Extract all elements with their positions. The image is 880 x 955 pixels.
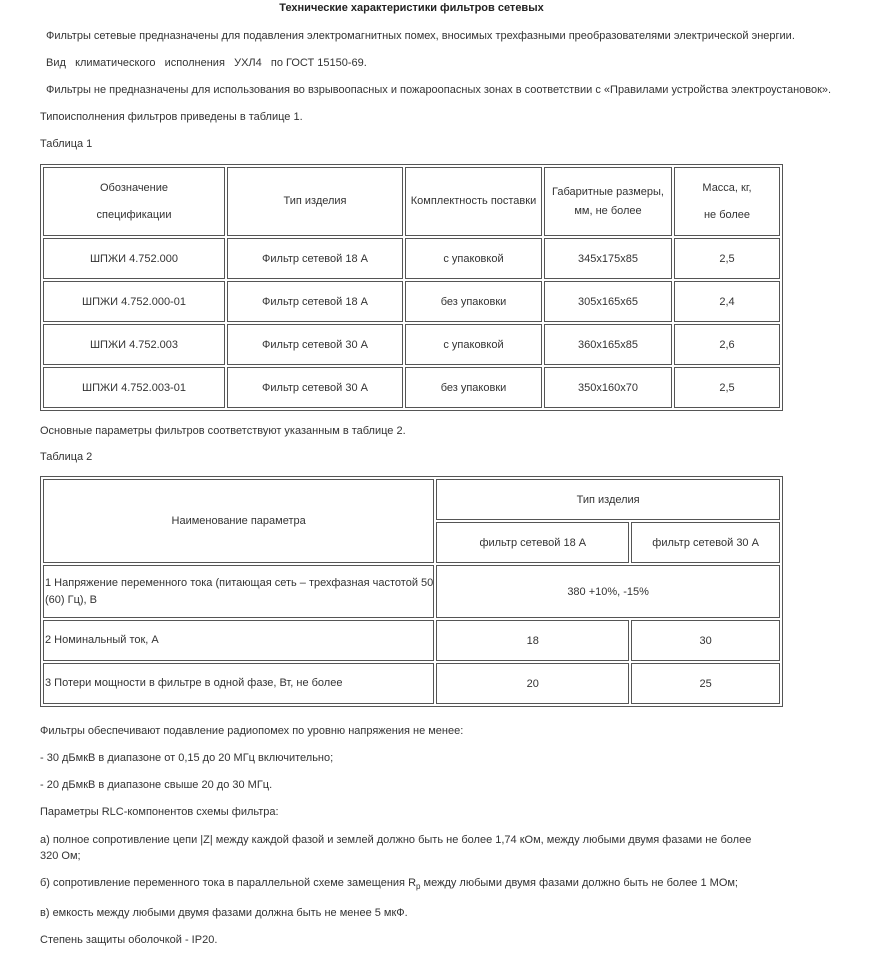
cell-type: Фильтр сетевой 30 А (227, 367, 403, 408)
table1-caption: Таблица 1 (40, 138, 93, 150)
table-row (43, 324, 780, 365)
table2-header-col1: фильтр сетевой 18 А (436, 522, 629, 563)
cell-param (43, 565, 434, 618)
table1-header-spec (43, 167, 225, 236)
cell-dims: 360x165x85 (544, 324, 672, 365)
cell-spec: ШПЖИ 4.752.003-01 (43, 367, 225, 408)
rlc-item-c: в) емкость между любыми двумя фазами должна быть не менее 5 мкФ. (40, 907, 408, 919)
table1-header-mass (674, 167, 780, 236)
intro-paragraph: Фильтры сетевые предназначены для подавления электромагнитных помех, вносимых трехфазными преобразователями электрической энергии. (46, 30, 795, 42)
cell-type: Фильтр сетевой 18 А (227, 238, 403, 279)
rlc-item-b-subscript: p (416, 882, 421, 892)
rlc-item-b-text-end: между любыми двумя фазами должно быть не более 1 МОм; (420, 877, 738, 889)
param-line2: (60) Гц), В (45, 593, 97, 606)
table-row (43, 367, 780, 408)
table-row (43, 663, 780, 704)
cell-type: Фильтр сетевой 30 А (227, 324, 403, 365)
table1-intro: Типоисполнения фильтров приведены в таблице 1. (40, 111, 303, 123)
cell-dims: 345x175x85 (544, 238, 672, 279)
rlc-heading: Параметры RLC-компонентов схемы фильтра: (40, 806, 279, 818)
cell-mass: 2,5 (674, 367, 780, 408)
table1 (40, 164, 783, 411)
param-line1: 1 Напряжение переменного тока (питающая сеть – трехфазная частотой 50 (45, 576, 434, 589)
header-mass-line1: Масса, кг, (702, 181, 752, 194)
header-dims-line1: Габаритные размеры, (552, 185, 664, 198)
table2 (40, 476, 783, 707)
page-title: Технические характеристики фильтров сетевых (279, 2, 544, 14)
cell-kit: с упаковкой (405, 324, 542, 365)
table1-header-dims (544, 167, 672, 236)
cell-dims: 350x160x70 (544, 367, 672, 408)
table-row (43, 620, 780, 661)
cell-kit: без упаковки (405, 281, 542, 322)
cell-spec: ШПЖИ 4.752.003 (43, 324, 225, 365)
header-mass-line2: не более (703, 208, 751, 221)
suppression-item-1: - 30 дБмкВ в диапазоне от 0,15 до 20 МГц включительно; (40, 752, 334, 764)
cell-dims: 305x165x65 (544, 281, 672, 322)
protection-paragraph: Степень защиты оболочкой - IP20. (40, 934, 218, 946)
hazard-paragraph: Фильтры не предназначены для использования во взрывоопасных и пожароопасных зонах в соответствии с «Правилами устройства электроустановок». (46, 84, 832, 96)
rlc-item-a-line1: а) полное сопротивление цепи |Z| между каждой фазой и землей должно быть не более 1,74 кОм, между любыми двумя фазами не более (40, 834, 752, 846)
table-row (43, 281, 780, 322)
cell-mass: 2,4 (674, 281, 780, 322)
rlc-item-a-line2: 320 Ом; (40, 850, 81, 862)
table2-caption: Таблица 2 (40, 451, 93, 463)
cell-kit: без упаковки (405, 367, 542, 408)
table-row (43, 565, 780, 618)
table2-header-type: Тип изделия (436, 479, 780, 520)
cell-value-30a: 25 (631, 663, 780, 704)
cell-param: 3 Потери мощности в фильтре в одной фазе, Вт, не более (43, 663, 434, 704)
suppression-item-2: - 20 дБмкВ в диапазоне свыше 20 до 30 МГц. (40, 779, 273, 791)
cell-mass: 2,5 (674, 238, 780, 279)
rlc-item-b-text: б) сопротивление переменного тока в параллельной схеме замещения R (40, 877, 417, 889)
cell-mass: 2,6 (674, 324, 780, 365)
table2-header-param: Наименование параметра (43, 479, 434, 563)
climate-paragraph: Вид климатического исполнения УХЛ4 по ГОСТ 15150-69. (46, 57, 367, 69)
cell-spec: ШПЖИ 4.752.000-01 (43, 281, 225, 322)
table1-header-row (43, 167, 780, 236)
table-row (43, 238, 780, 279)
cell-value-18a: 20 (436, 663, 629, 704)
table1-header-kit: Комплектность поставки (405, 167, 542, 236)
cell-spec: ШПЖИ 4.752.000 (43, 238, 225, 279)
cell-type: Фильтр сетевой 18 А (227, 281, 403, 322)
table2-intro: Основные параметры фильтров соответствуют указанным в таблице 2. (40, 425, 406, 437)
table2-header-col2: фильтр сетевой 30 А (631, 522, 780, 563)
rlc-item-b (40, 877, 738, 891)
header-spec-line2: спецификации (96, 208, 172, 221)
header-dims-line2: мм, не более (574, 204, 642, 217)
table2-header-row (43, 479, 780, 520)
cell-value-18a: 18 (436, 620, 629, 661)
cell-kit: с упаковкой (405, 238, 542, 279)
suppression-paragraph: Фильтры обеспечивают подавление радиопомех по уровню напряжения не менее: (40, 725, 464, 737)
table1-header-type: Тип изделия (227, 167, 403, 236)
cell-param: 2 Номинальный ток, А (43, 620, 434, 661)
cell-merged-value: 380 +10%, -15% (436, 565, 780, 618)
header-spec-line1: Обозначение (99, 181, 169, 194)
cell-value-30a: 30 (631, 620, 780, 661)
